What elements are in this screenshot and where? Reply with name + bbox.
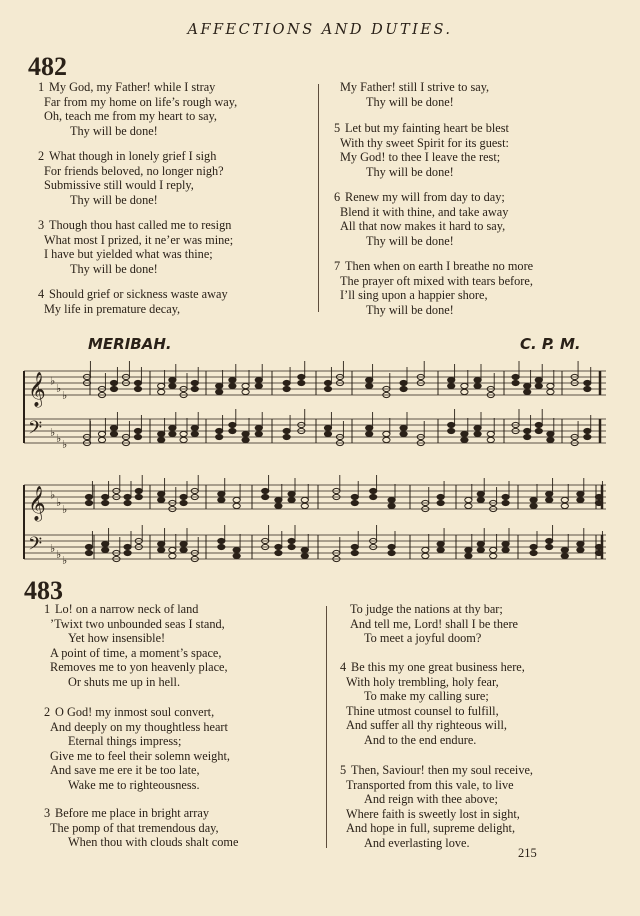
note-head (351, 544, 358, 549)
note-head (242, 437, 249, 442)
note-head (388, 503, 395, 508)
verse-line: To meet a joyful doom? (364, 631, 482, 646)
note-head (298, 380, 305, 385)
hymn-number-483: 483 (24, 576, 63, 605)
verse-line: Wake me to righteousness. (68, 777, 200, 792)
note-head (530, 550, 537, 555)
verse-refrain: Thy will be done! (366, 233, 454, 248)
note-head (180, 431, 187, 436)
note-head (255, 377, 262, 382)
note-head (448, 422, 455, 427)
note-head (324, 380, 331, 385)
note-head (388, 550, 395, 555)
note-head (216, 383, 223, 388)
verse-line: To judge the nations at thy bar; (350, 602, 503, 616)
note-head (158, 541, 165, 546)
verse-line: Though thou hast called me to resign (49, 218, 232, 232)
note-head (102, 494, 109, 499)
verse-line: Removes me to yon heavenly place, (50, 660, 228, 675)
note-head (324, 386, 331, 391)
note-head (366, 377, 373, 382)
note-head (158, 389, 165, 394)
verse-line: I have but yielded what was thine; (44, 247, 213, 262)
note-head (275, 550, 282, 555)
note-head (502, 547, 509, 552)
treble-clef-icon: 𝄞 (28, 486, 46, 521)
note-head (233, 497, 240, 502)
note-head (465, 553, 472, 558)
note-head (180, 500, 187, 505)
stanza-483-3-cont (344, 602, 518, 646)
verse-refrain: Thy will be done! (366, 94, 454, 109)
note-head (85, 500, 92, 505)
note-head (535, 428, 542, 433)
music-score (0, 355, 640, 577)
verse-refrain: Thy will be done! (366, 302, 454, 317)
verse-line: Eternal things impress; (68, 734, 182, 749)
stanza-number: 2 (44, 705, 51, 719)
note-head (301, 553, 308, 558)
note-head (283, 380, 290, 385)
note-head (134, 428, 141, 433)
note-head (324, 425, 331, 430)
note-head (461, 431, 468, 436)
note-head (437, 541, 444, 546)
verse-line: Oh, teach me from my heart to say, (44, 109, 218, 124)
note-head (422, 553, 429, 558)
note-head (502, 500, 509, 505)
flat-icon: ♭ (62, 438, 68, 452)
note-head (229, 428, 236, 433)
note-head (275, 497, 282, 502)
note-head (595, 550, 602, 555)
note-head (512, 374, 519, 379)
note-head (351, 500, 358, 505)
note-head (502, 494, 509, 499)
note-head (288, 538, 295, 543)
stanza-482-1 (38, 80, 237, 138)
note-head (577, 541, 584, 546)
note-head (448, 383, 455, 388)
hymn-number-482: 482 (28, 52, 67, 81)
verse-line: All that now makes it hard to say, (340, 219, 506, 234)
note-head (437, 494, 444, 499)
verse-line: And reign with thee above; (364, 792, 498, 807)
note-head (461, 437, 468, 442)
note-head (546, 544, 553, 549)
note-head (216, 389, 223, 394)
note-head (134, 380, 141, 385)
note-head (229, 377, 236, 382)
page-header: AFFECTIONS AND DUTIES. (187, 22, 453, 38)
note-head (233, 503, 240, 508)
note-head (124, 494, 131, 499)
note-head (595, 500, 602, 505)
note-head (448, 428, 455, 433)
verse-line: A point of time, a moment’s space, (50, 645, 222, 660)
note-head (388, 544, 395, 549)
note-head (584, 428, 591, 433)
verse-line: Before me place in bright array (55, 806, 209, 820)
note-head (158, 383, 165, 388)
note-head (229, 422, 236, 427)
note-head (216, 434, 223, 439)
note-head (124, 544, 131, 549)
note-head (301, 547, 308, 552)
note-head (530, 544, 537, 549)
verse-line: With holy trembling, holy fear, (346, 674, 499, 689)
note-head (535, 383, 542, 388)
note-head (218, 497, 225, 502)
note-head (524, 428, 531, 433)
flat-icon: ♭ (56, 381, 62, 395)
verse-line: When thou with clouds shalt come (68, 835, 239, 850)
note-head (477, 541, 484, 546)
note-head (283, 434, 290, 439)
note-head (577, 491, 584, 496)
note-head (595, 494, 602, 499)
verse-line: Yet how insensible! (68, 631, 166, 646)
stanza-number: 4 (340, 660, 347, 674)
column-divider-483 (326, 606, 327, 848)
verse-line: And to the end endure. (364, 732, 477, 747)
note-head (158, 497, 165, 502)
note-head (512, 380, 519, 385)
note-head (422, 547, 429, 552)
verse-line: Be this my one great business here, (351, 660, 525, 674)
note-head (474, 377, 481, 382)
note-head (242, 431, 249, 436)
note-head (191, 431, 198, 436)
note-head (400, 431, 407, 436)
verse-line: With thy sweet Spirit for its guest: (340, 135, 509, 150)
flat-icon: ♭ (62, 503, 68, 516)
note-head (262, 494, 269, 499)
verse-line: And suffer all thy righteous will, (346, 718, 507, 733)
note-head (169, 383, 176, 388)
note-head (134, 386, 141, 391)
verse-line: My life in premature decay, (44, 301, 181, 316)
note-head (487, 431, 494, 436)
note-head (169, 553, 176, 558)
note-head (400, 425, 407, 430)
flat-icon: ♭ (50, 426, 56, 440)
note-head (229, 383, 236, 388)
verse-line: ’Twixt two unbounded seas I stand, (50, 616, 225, 631)
note-head (535, 422, 542, 427)
note-head (255, 425, 262, 430)
note-head (85, 494, 92, 499)
note-head (351, 494, 358, 499)
stanza-482-5 (334, 121, 509, 179)
note-head (124, 550, 131, 555)
bass-clef-icon: 𝄢 (28, 534, 43, 559)
note-head (218, 538, 225, 543)
note-head (191, 380, 198, 385)
note-head (448, 377, 455, 382)
note-head (474, 383, 481, 388)
verse-line: Let but my fainting heart be blest (345, 121, 509, 135)
note-head (561, 547, 568, 552)
flat-icon: ♭ (62, 389, 68, 402)
note-head (255, 431, 262, 436)
note-head (191, 386, 198, 391)
column-divider-482 (318, 84, 319, 312)
verse-line: For friends beloved, no longer nigh? (44, 163, 224, 178)
flat-icon: ♭ (50, 488, 56, 502)
verse-line: My God, my Father! while I stray (49, 80, 216, 94)
note-head (169, 377, 176, 382)
note-head (351, 550, 358, 555)
verse-line: Transported from this vale, to live (346, 777, 514, 792)
note-head (465, 503, 472, 508)
stanza-483-1 (44, 602, 228, 690)
flat-icon: ♭ (62, 554, 68, 568)
note-head (437, 500, 444, 505)
note-head (169, 425, 176, 430)
note-head (169, 547, 176, 552)
note-head (85, 550, 92, 555)
note-head (124, 500, 131, 505)
note-head (477, 547, 484, 552)
note-head (490, 553, 497, 558)
note-head (242, 383, 249, 388)
note-head (477, 491, 484, 496)
note-head (370, 494, 377, 499)
stanza-483-4 (340, 660, 525, 748)
note-head (366, 383, 373, 388)
stanza-482-7 (334, 259, 533, 317)
note-head (577, 497, 584, 502)
note-head (383, 431, 390, 436)
note-head (158, 431, 165, 436)
note-head (400, 386, 407, 391)
note-head (85, 544, 92, 549)
verse-refrain: Thy will be done! (366, 164, 454, 179)
note-head (547, 383, 554, 388)
verse-line: Submissive still would I reply, (44, 178, 194, 193)
verse-line: Then when on earth I breathe no more (345, 259, 534, 273)
note-head (584, 386, 591, 391)
note-head (547, 437, 554, 442)
note-head (324, 431, 331, 436)
flat-icon: ♭ (50, 542, 56, 556)
verse-line: And deeply on my thoughtless heart (50, 719, 228, 734)
note-head (535, 377, 542, 382)
note-head (561, 553, 568, 558)
note-head (561, 503, 568, 508)
note-head (530, 503, 537, 508)
stanza-483-5 (340, 763, 533, 851)
note-head (158, 437, 165, 442)
verse-line: My God! to thee I leave the rest; (340, 150, 501, 165)
note-head (191, 425, 198, 430)
note-head (370, 488, 377, 493)
note-head (547, 431, 554, 436)
stanza-number: 5 (340, 763, 347, 777)
note-head (465, 547, 472, 552)
note-head (547, 389, 554, 394)
verse-line: I’ll sing upon a happier shore, (340, 288, 488, 303)
note-head (255, 383, 262, 388)
stanza-482-4 (38, 287, 228, 316)
verse-line: Where faith is sweetly lost in sight, (346, 806, 520, 821)
note-head (218, 491, 225, 496)
verse-line: O God! my inmost soul convert, (55, 705, 215, 719)
note-head (110, 425, 117, 430)
note-head (169, 431, 176, 436)
note-head (474, 431, 481, 436)
stanza-number: 3 (44, 806, 51, 820)
note-head (400, 380, 407, 385)
note-head (262, 488, 269, 493)
note-head (524, 383, 531, 388)
note-head (502, 541, 509, 546)
note-head (524, 434, 531, 439)
note-head (474, 425, 481, 430)
verse-line: Renew my will from day to day; (345, 190, 505, 204)
note-head (524, 389, 531, 394)
note-head (98, 437, 105, 442)
note-head (275, 544, 282, 549)
note-head (301, 497, 308, 502)
verse-line: Blend it with thine, and take away (340, 204, 509, 219)
note-head (388, 497, 395, 502)
verse-line: And tell me, Lord! shall I be there (350, 616, 519, 631)
stanza-number: 6 (334, 190, 341, 204)
note-head (288, 491, 295, 496)
note-head (546, 491, 553, 496)
note-head (561, 497, 568, 502)
note-head (437, 547, 444, 552)
note-head (110, 380, 117, 385)
note-head (134, 434, 141, 439)
verse-line: And everlasting love. (364, 835, 470, 850)
note-head (530, 497, 537, 502)
stanza-483-2 (44, 705, 230, 793)
verse-refrain: Thy will be done! (70, 123, 158, 138)
verse-line: Give me to feel their solemn weight, (50, 748, 230, 763)
verse-line: The pomp of that tremendous day, (50, 820, 219, 835)
verse-line: Then, Saviour! then my soul receive, (351, 763, 534, 777)
note-head (546, 497, 553, 502)
stanza-482-2 (38, 149, 224, 207)
note-head (490, 547, 497, 552)
note-head (158, 547, 165, 552)
stanza-number: 2 (38, 149, 45, 163)
stanza-number: 1 (44, 602, 51, 616)
note-head (102, 547, 109, 552)
stanza-number: 3 (38, 218, 45, 232)
note-head (584, 434, 591, 439)
verse-refrain: Thy will be done! (70, 261, 158, 276)
flat-icon: ♭ (56, 495, 62, 509)
note-head (283, 386, 290, 391)
note-head (135, 488, 142, 493)
note-head (135, 494, 142, 499)
stanza-number: 5 (334, 121, 341, 135)
verse-line: Or shuts me up in hell. (68, 674, 181, 689)
note-head (383, 437, 390, 442)
note-head (180, 494, 187, 499)
note-head (233, 547, 240, 552)
note-head (301, 503, 308, 508)
note-head (110, 431, 117, 436)
verse-line: Lo! on a narrow neck of land (55, 602, 199, 616)
tune-name: MERIBAH. (88, 335, 172, 353)
note-head (180, 437, 187, 442)
verse-line: Thine utmost counsel to fulfill, (346, 703, 499, 718)
note-head (366, 425, 373, 430)
verse-line: The prayer oft mixed with tears before, (340, 273, 533, 288)
note-head (487, 437, 494, 442)
note-head (180, 547, 187, 552)
note-head (158, 491, 165, 496)
verse-line: My Father! still I strive to say, (340, 80, 490, 94)
note-head (110, 386, 117, 391)
note-head (595, 544, 602, 549)
verse-refrain: Thy will be done! (70, 192, 158, 207)
stanza-number: 4 (38, 287, 45, 301)
verse-line: Should grief or sickness waste away (49, 287, 228, 301)
note-head (98, 431, 105, 436)
stanza-number: 1 (38, 80, 45, 94)
flat-icon: ♭ (56, 548, 62, 562)
verse-line: To make my calling sure; (364, 689, 489, 704)
note-head (366, 431, 373, 436)
bass-clef-icon: 𝄢 (28, 418, 43, 443)
stanza-482-4-cont (334, 80, 489, 109)
note-head (180, 541, 187, 546)
note-head (242, 389, 249, 394)
verse-line: Far from my home on life’s rough way, (44, 94, 238, 109)
tune-meter: C. P. M. (520, 335, 581, 353)
note-head (577, 547, 584, 552)
note-head (275, 503, 282, 508)
note-head (233, 553, 240, 558)
treble-clef-icon: 𝄞 (28, 372, 46, 407)
note-head (461, 389, 468, 394)
note-head (216, 428, 223, 433)
note-head (546, 538, 553, 543)
flat-icon: ♭ (56, 432, 62, 446)
stanza-482-6 (334, 190, 508, 248)
note-head (288, 497, 295, 502)
page-number: 215 (518, 846, 537, 860)
note-head (461, 383, 468, 388)
stanza-483-3 (44, 806, 238, 850)
note-head (102, 541, 109, 546)
flat-icon: ♭ (50, 374, 56, 388)
note-head (283, 428, 290, 433)
note-head (102, 500, 109, 505)
stanza-482-3 (38, 218, 233, 276)
note-head (288, 544, 295, 549)
verse-line: What though in lonely grief I sigh (49, 149, 217, 163)
stanza-number: 7 (334, 259, 341, 273)
note-head (465, 497, 472, 502)
verse-line: And hope in full, supreme delight, (346, 821, 516, 836)
note-head (584, 380, 591, 385)
verse-line: What most I prized, it ne’er was mine; (44, 232, 234, 247)
note-head (298, 374, 305, 379)
note-head (218, 544, 225, 549)
note-head (477, 497, 484, 502)
verse-line: And save me ere it be too late, (50, 763, 200, 778)
